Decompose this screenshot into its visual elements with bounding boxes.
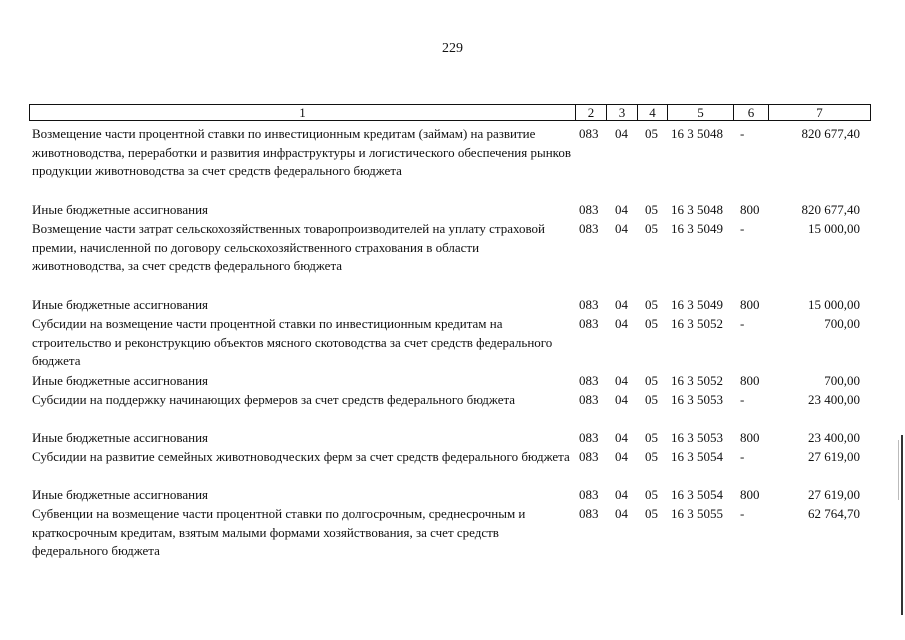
row-section-code: 04	[615, 221, 628, 236]
row-description: Иные бюджетные ассигнования	[32, 487, 209, 502]
row-subsection-code: 05	[645, 430, 658, 445]
header-col-4: 4	[638, 105, 668, 120]
row-ministry-code: 083	[579, 506, 599, 521]
row-amount: 700,00	[824, 373, 860, 388]
row-ministry-code: 083	[579, 221, 599, 236]
row-ministry-code: 083	[579, 373, 599, 388]
header-col-2: 2	[576, 105, 607, 120]
row-section-code: 04	[615, 316, 628, 331]
scan-edge-faint	[898, 440, 899, 500]
row-ministry-code: 083	[579, 392, 599, 407]
row-subsection-code: 05	[645, 202, 658, 217]
row-subsection-code: 05	[645, 392, 658, 407]
row-amount: 820 677,40	[801, 202, 860, 217]
row-description: Иные бюджетные ассигнования	[32, 373, 209, 388]
page-number: 229	[442, 41, 463, 56]
row-target-code: 16 3 5053	[671, 430, 723, 445]
row-description: Субвенции на возмещение части процентной ставки по долгосрочным, среднесрочным и краткосрочным кредитам, взятым малыми формами хозяйствования, за счет средств федерального бюджета	[32, 506, 526, 558]
table-header	[29, 104, 871, 121]
row-expense-type: 800	[740, 202, 760, 217]
row-expense-type: -	[740, 126, 745, 141]
row-expense-type: 800	[740, 297, 760, 312]
row-description: Возмещение части процентной ставки по инвестиционным кредитам (займам) на развитие животноводства, переработки и развития инфраструктуры и логистического обеспечения рынков продукции животноводства за счет средств федерального бюджета	[32, 126, 571, 178]
row-amount: 27 619,00	[808, 449, 860, 464]
row-amount: 27 619,00	[808, 487, 860, 502]
row-target-code: 16 3 5048	[671, 126, 723, 141]
row-expense-type: -	[740, 449, 745, 464]
row-subsection-code: 05	[645, 221, 658, 236]
row-subsection-code: 05	[645, 297, 658, 312]
row-amount: 820 677,40	[801, 126, 860, 141]
row-section-code: 04	[615, 202, 628, 217]
row-expense-type: -	[740, 392, 745, 407]
row-target-code: 16 3 5052	[671, 316, 723, 331]
header-col-7: 7	[816, 105, 823, 120]
row-expense-type: 800	[740, 430, 760, 445]
row-amount: 23 400,00	[808, 430, 860, 445]
row-target-code: 16 3 5055	[671, 506, 723, 521]
row-target-code: 16 3 5049	[671, 221, 723, 236]
row-expense-type: 800	[740, 487, 760, 502]
row-ministry-code: 083	[579, 202, 599, 217]
row-subsection-code: 05	[645, 316, 658, 331]
row-target-code: 16 3 5054	[671, 487, 723, 502]
row-expense-type: -	[740, 316, 745, 331]
row-expense-type: -	[740, 506, 745, 521]
row-section-code: 04	[615, 392, 628, 407]
row-amount: 15 000,00	[808, 221, 860, 236]
scan-edge-mark	[901, 435, 903, 615]
row-description: Иные бюджетные ассигнования	[32, 202, 209, 217]
row-ministry-code: 083	[579, 316, 599, 331]
header-col-3: 3	[607, 105, 638, 120]
row-section-code: 04	[615, 297, 628, 312]
row-ministry-code: 083	[579, 449, 599, 464]
row-subsection-code: 05	[645, 373, 658, 388]
row-section-code: 04	[615, 126, 628, 141]
row-section-code: 04	[615, 506, 628, 521]
row-amount: 700,00	[824, 316, 860, 331]
row-description: Субсидии на поддержку начинающих фермеров за счет средств федерального бюджета	[32, 392, 516, 407]
row-ministry-code: 083	[579, 297, 599, 312]
row-subsection-code: 05	[645, 449, 658, 464]
row-target-code: 16 3 5054	[671, 449, 723, 464]
row-ministry-code: 083	[579, 126, 599, 141]
row-amount: 62 764,70	[808, 506, 860, 521]
row-description: Иные бюджетные ассигнования	[32, 297, 209, 312]
row-description: Иные бюджетные ассигнования	[32, 430, 209, 445]
header-col-1: 1	[30, 105, 576, 120]
row-section-code: 04	[615, 487, 628, 502]
row-subsection-code: 05	[645, 506, 658, 521]
row-subsection-code: 05	[645, 487, 658, 502]
row-target-code: 16 3 5052	[671, 373, 723, 388]
row-ministry-code: 083	[579, 430, 599, 445]
row-description: Субсидии на возмещение части процентной ставки по инвестиционным кредитам на строительство и реконструкцию объектов мясного скотоводства за счет средств федерального бюджета	[32, 316, 553, 368]
row-target-code: 16 3 5048	[671, 202, 723, 217]
header-col-6: 6	[734, 105, 769, 120]
header-col-5: 5	[668, 105, 734, 120]
row-target-code: 16 3 5053	[671, 392, 723, 407]
row-expense-type: -	[740, 221, 745, 236]
row-section-code: 04	[615, 373, 628, 388]
row-expense-type: 800	[740, 373, 760, 388]
row-amount: 23 400,00	[808, 392, 860, 407]
row-section-code: 04	[615, 449, 628, 464]
row-description: Возмещение части затрат сельскохозяйственных товаропроизводителей на уплату страховой премии, начисленной по договору сельскохозяйственного страхования в области животноводства, за счет средств федерального бюджета	[32, 221, 546, 273]
row-amount: 15 000,00	[808, 297, 860, 312]
row-target-code: 16 3 5049	[671, 297, 723, 312]
row-ministry-code: 083	[579, 487, 599, 502]
row-section-code: 04	[615, 430, 628, 445]
row-description: Субсидии на развитие семейных животноводческих ферм за счет средств федерального бюджета	[32, 449, 570, 464]
row-subsection-code: 05	[645, 126, 658, 141]
